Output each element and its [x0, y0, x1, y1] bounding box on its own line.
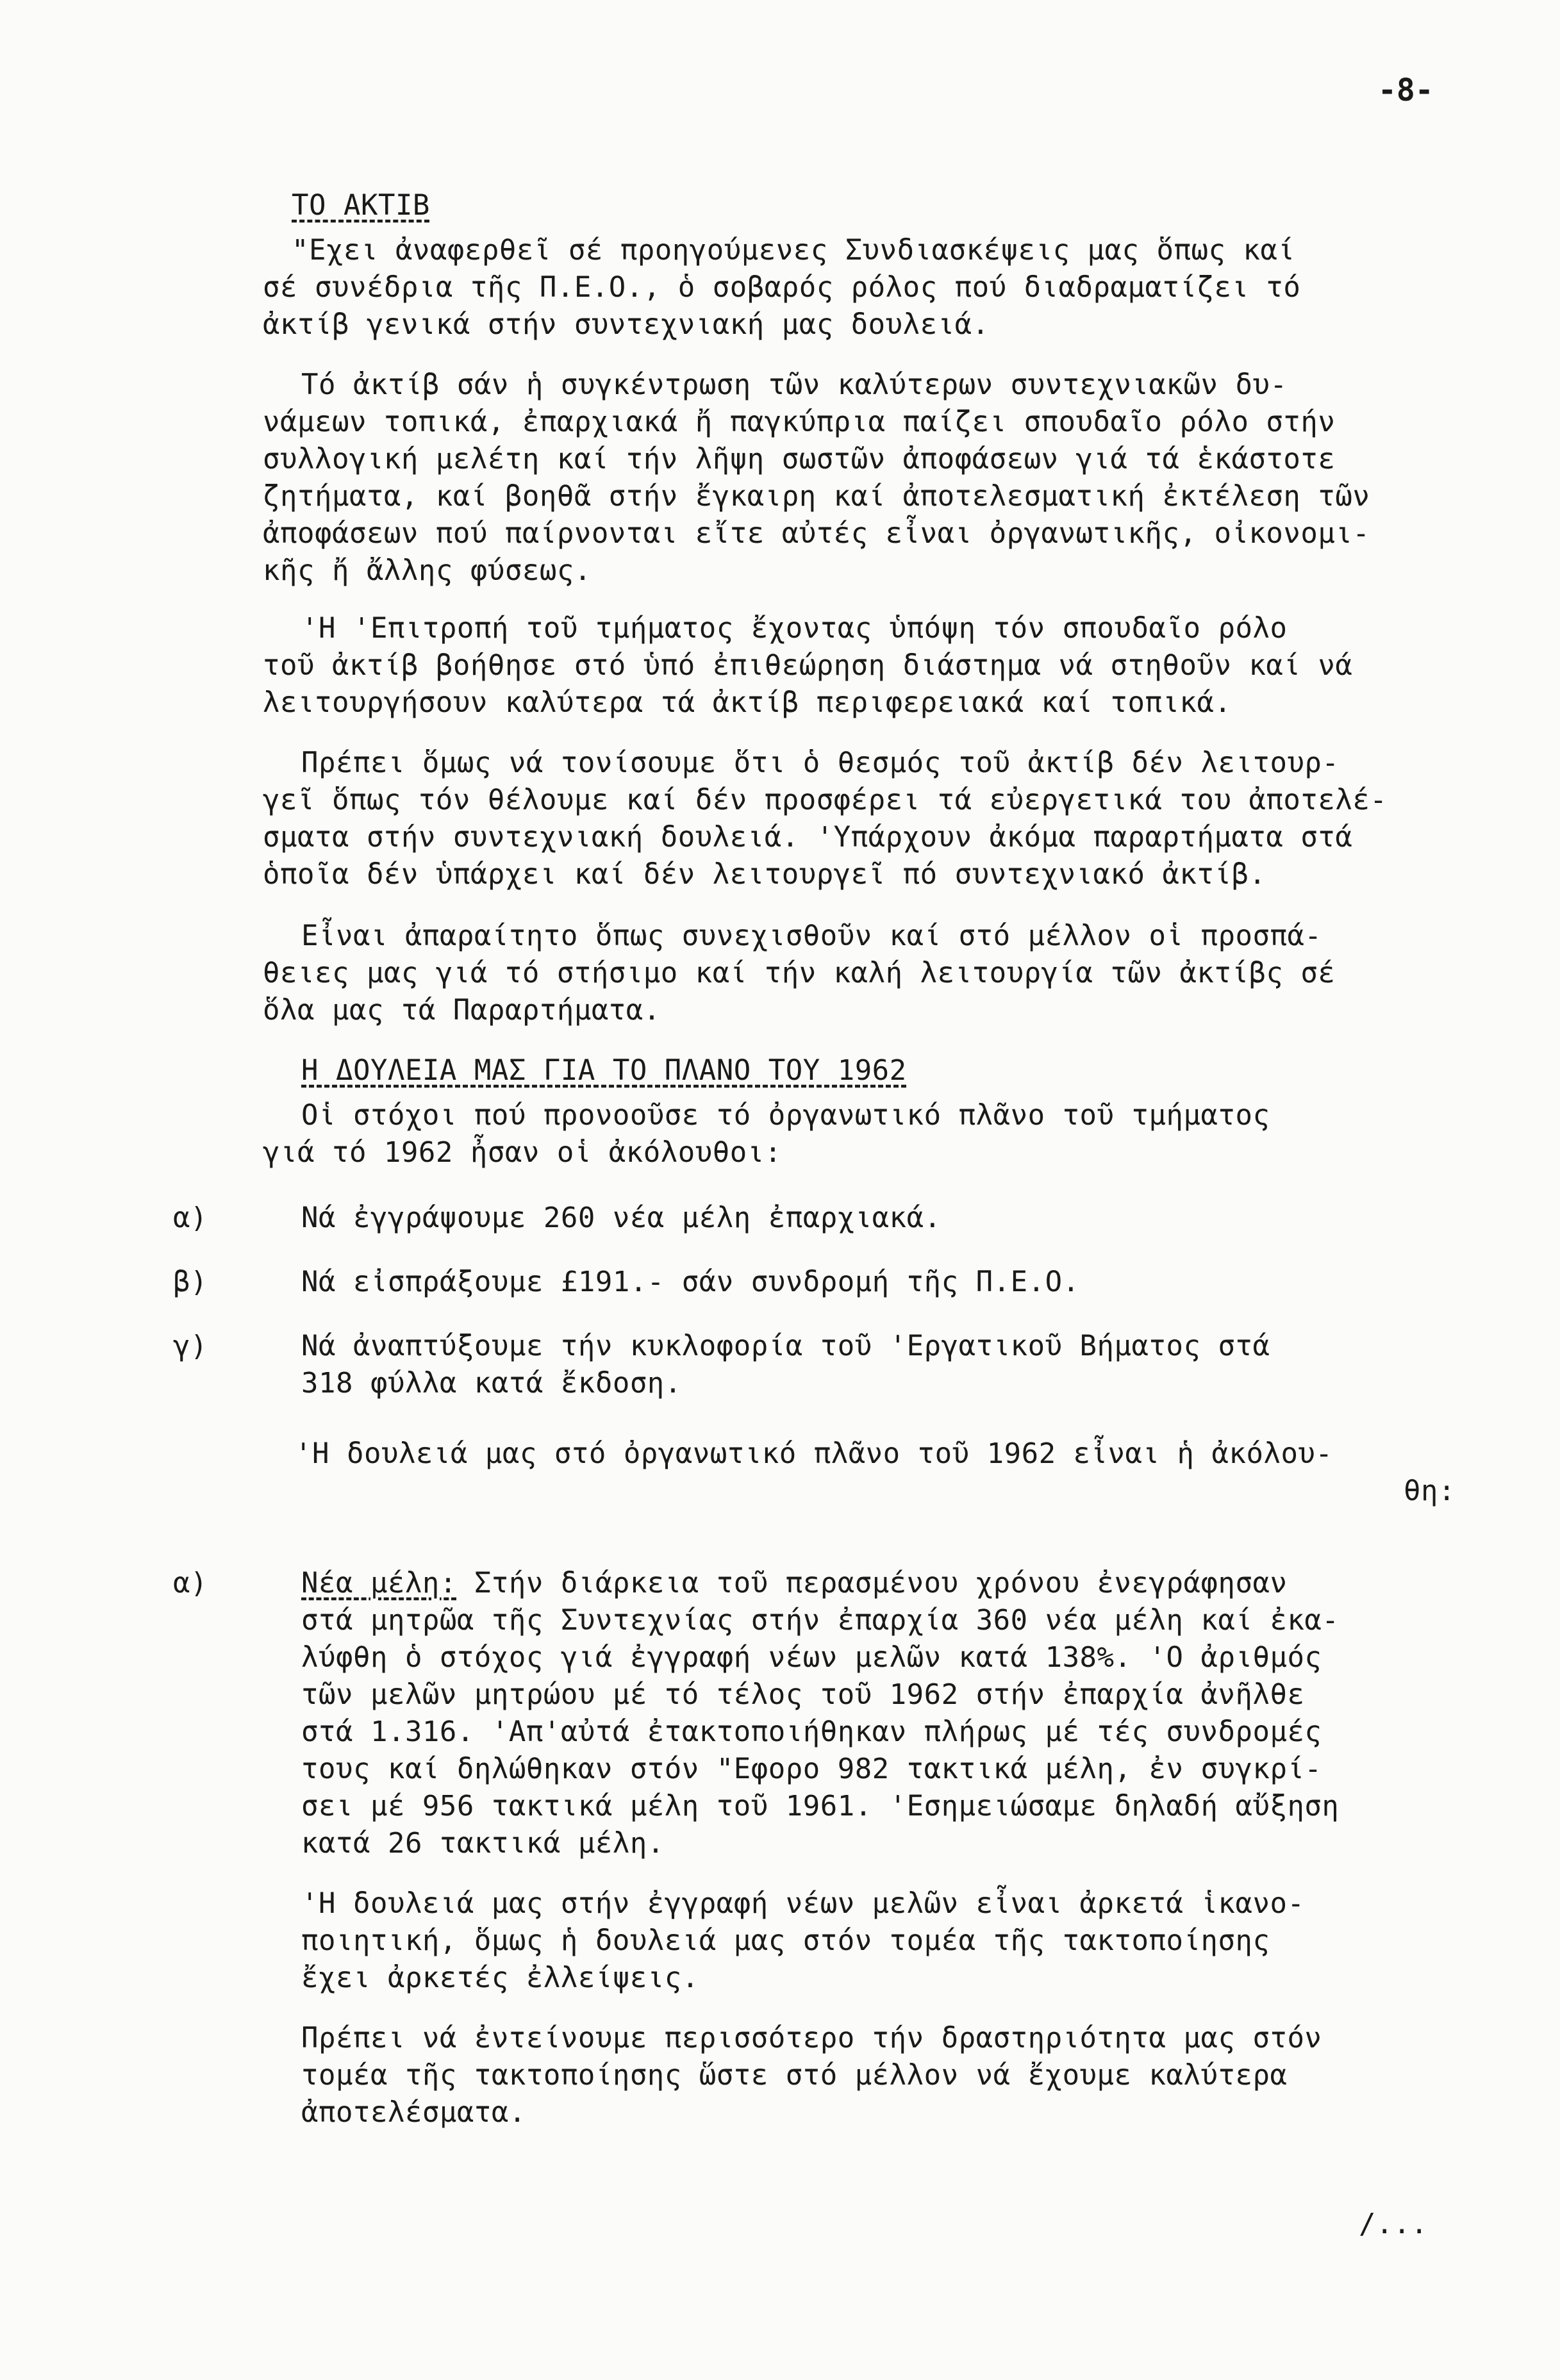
paragraph-line: στά 1.316. 'Απ'αὐτά ἐτακτοποιήθηκαν πλήρως μέ τές συνδρομές	[301, 1715, 1322, 1748]
paragraph-line: στά μητρῶα τῆς Συντεχνίας στήν ἐπαρχία 360 νέα μέλη καί ἐκα-	[301, 1604, 1340, 1637]
paragraph-line: συλλογική μελέτη καί τήν λῆψη σωστῶν ἀποφάσεων γιά τά ἑκάστοτε	[263, 443, 1336, 475]
paragraph-line: ἀποφάσεων πού παίρνονται εἴτε αὐτές εἶναι ὀργανωτικῆς, οἰκονομι-	[263, 517, 1370, 550]
paragraph-line: Πρέπει ὅμως νά τονίσουμε ὅτι ὁ θεσμός τοῦ ἀκτίβ δέν λειτουρ-	[301, 747, 1340, 779]
continuation-mark: /...	[1359, 2208, 1428, 2240]
new-members-label: Νέα μέλη:	[301, 1567, 457, 1599]
page-number: -8-	[1378, 72, 1434, 108]
list-item-text: Νά ἀναπτύξουμε τήν κυκλοφορία τοῦ 'Εργατικοῦ Βήματος στά	[301, 1330, 1270, 1362]
paragraph-line: "Εχει ἀναφερθεῖ σέ προηγούμενες Συνδιασκέψεις μας ὅπως καί	[292, 234, 1295, 267]
list-marker: β)	[173, 1266, 208, 1298]
paragraph-line: κατά 26 τακτικά μέλη.	[301, 1827, 665, 1860]
paragraph-line: ἀποτελέσματα.	[301, 2096, 526, 2129]
paragraph-line: Οἱ στόχοι πού προνοοῦσε τό ὀργανωτικό πλᾶνο τοῦ τμήματος	[301, 1099, 1270, 1132]
list-marker: α)	[173, 1202, 208, 1234]
paragraph-line: ζητήματα, καί βοηθᾶ στήν ἔγκαιρη καί ἀποτελεσματική ἐκτέλεση τῶν	[263, 480, 1370, 513]
paragraph-line: ὅλα μας τά Παραρτήματα.	[263, 994, 661, 1027]
new-members-line	[301, 1564, 1287, 1603]
paragraph-line: Εἶναι ἀπαραίτητο ὅπως συνεχισθοῦν καί στό μέλλον οἱ προσπά-	[301, 920, 1322, 952]
paragraph-line: 'Η δουλειά μας στό ὀργανωτικό πλᾶνο τοῦ 1962 εἶναι ἡ ἀκόλου-	[295, 1437, 1333, 1470]
paragraph-line: σει μέ 956 τακτικά μέλη τοῦ 1961. 'Εσημειώσαμε δηλαδή αὔξηση	[301, 1790, 1340, 1822]
list-marker: α)	[173, 1567, 208, 1599]
paragraph-line: ποιητική, ὅμως ἡ δουλειά μας στόν τομέα τῆς τακτοποίησης	[301, 1924, 1270, 1957]
paragraph-line: νάμεων τοπικά, ἐπαρχιακά ἤ παγκύπρια παίζει σπουδαῖο ρόλο στήν	[263, 406, 1336, 438]
paragraph-line: ἀκτίβ γενικά στήν συντεχνιακή μας δουλειά.	[263, 308, 990, 341]
paragraph-line: 'Η δουλειά μας στήν ἐγγραφή νέων μελῶν εἶναι ἀρκετά ἱκανο-	[301, 1887, 1305, 1920]
paragraph-line: γεῖ ὅπως τόν θέλουμε καί δέν προσφέρει τά εὐεργετικά του ἀποτελέ-	[263, 784, 1388, 816]
paragraph-line: τῶν μελῶν μητρώου μέ τό τέλος τοῦ 1962 στήν ἐπαρχία ἀνῆλθε	[301, 1678, 1305, 1711]
paragraph-line: σματα στήν συντεχνιακή δουλειά. 'Υπάρχουν ἀκόμα παραρτήματα στά	[263, 821, 1353, 854]
paragraph-line: Πρέπει νά ἐντείνουμε περισσότερο τήν δραστηριότητα μας στόν	[301, 2022, 1322, 2054]
paragraph-line: λειτουργήσουν καλύτερα τά ἀκτίβ περιφερειακά καί τοπικά.	[263, 686, 1232, 719]
paragraph-line: γιά τό 1962 ἦσαν οἱ ἀκόλουθοι:	[263, 1136, 782, 1169]
paragraph-line: ὁποῖα δέν ὑπάρχει καί δέν λειτουργεῖ πό συντεχνιακό ἀκτίβ.	[263, 858, 1266, 891]
paragraph-line: σέ συνέδρια τῆς Π.Ε.Ο., ὁ σοβαρός ρόλος πού διαδραματίζει τό	[263, 271, 1301, 304]
section-heading-aktiv: ΤΟ ΑΚΤΙΒ	[292, 189, 430, 222]
paragraph-line: τους καί δηλώθηκαν στόν "Εφορο 982 τακτικά μέλη, ἐν συγκρί-	[301, 1753, 1322, 1785]
paragraph-line: κῆς ἤ ἄλλης φύσεως.	[263, 554, 592, 587]
list-item-text: Νά εἰσπράξουμε £191.- σάν συνδρομή τῆς Π.Ε.Ο.	[301, 1266, 1080, 1298]
section-heading-plan: Η ΔΟΥΛΕΙΑ ΜΑΣ ΓΙΑ ΤΟ ΠΛΑΝΟ ΤΟΥ 1962	[301, 1054, 907, 1087]
list-item-text: Νά ἐγγράψουμε 260 νέα μέλη ἐπαρχιακά.	[301, 1202, 942, 1234]
paragraph-line: 'Η 'Επιτροπή τοῦ τμήματος ἔχοντας ὑπόψη τόν σπουδαῖο ρόλο	[301, 612, 1288, 645]
list-item-text: 318 φύλλα κατά ἔκδοση.	[301, 1367, 682, 1400]
paragraph-line: Τό ἀκτίβ σάν ἡ συγκέντρωση τῶν καλύτερων συντεχνιακῶν δυ-	[301, 368, 1288, 401]
paragraph-line: θη:	[1404, 1475, 1456, 1507]
paragraph-line: θειες μας γιά τό στήσιμο καί τήν καλή λειτουργία τῶν ἀκτίβς σέ	[263, 957, 1336, 989]
paragraph-line: τοῦ ἀκτίβ βοήθησε στό ὑπό ἐπιθεώρηση διάστημα νά στηθοῦν καί νά	[263, 649, 1353, 682]
paragraph-line: τομέα τῆς τακτοποίησης ὥστε στό μέλλον νά ἔχουμε καλύτερα	[301, 2059, 1288, 2092]
list-marker: γ)	[173, 1330, 208, 1362]
paragraph-line: ἔχει ἀρκετές ἐλλείψεις.	[301, 1962, 699, 1994]
paragraph-line: λύφθη ὁ στόχος γιά ἐγγραφή νέων μελῶν κατά 138%. 'Ο ἀριθμός	[301, 1641, 1322, 1674]
new-members-text: Στήν διάρκεια τοῦ περασμένου χρόνου ἐνεγράφησαν	[456, 1567, 1288, 1599]
